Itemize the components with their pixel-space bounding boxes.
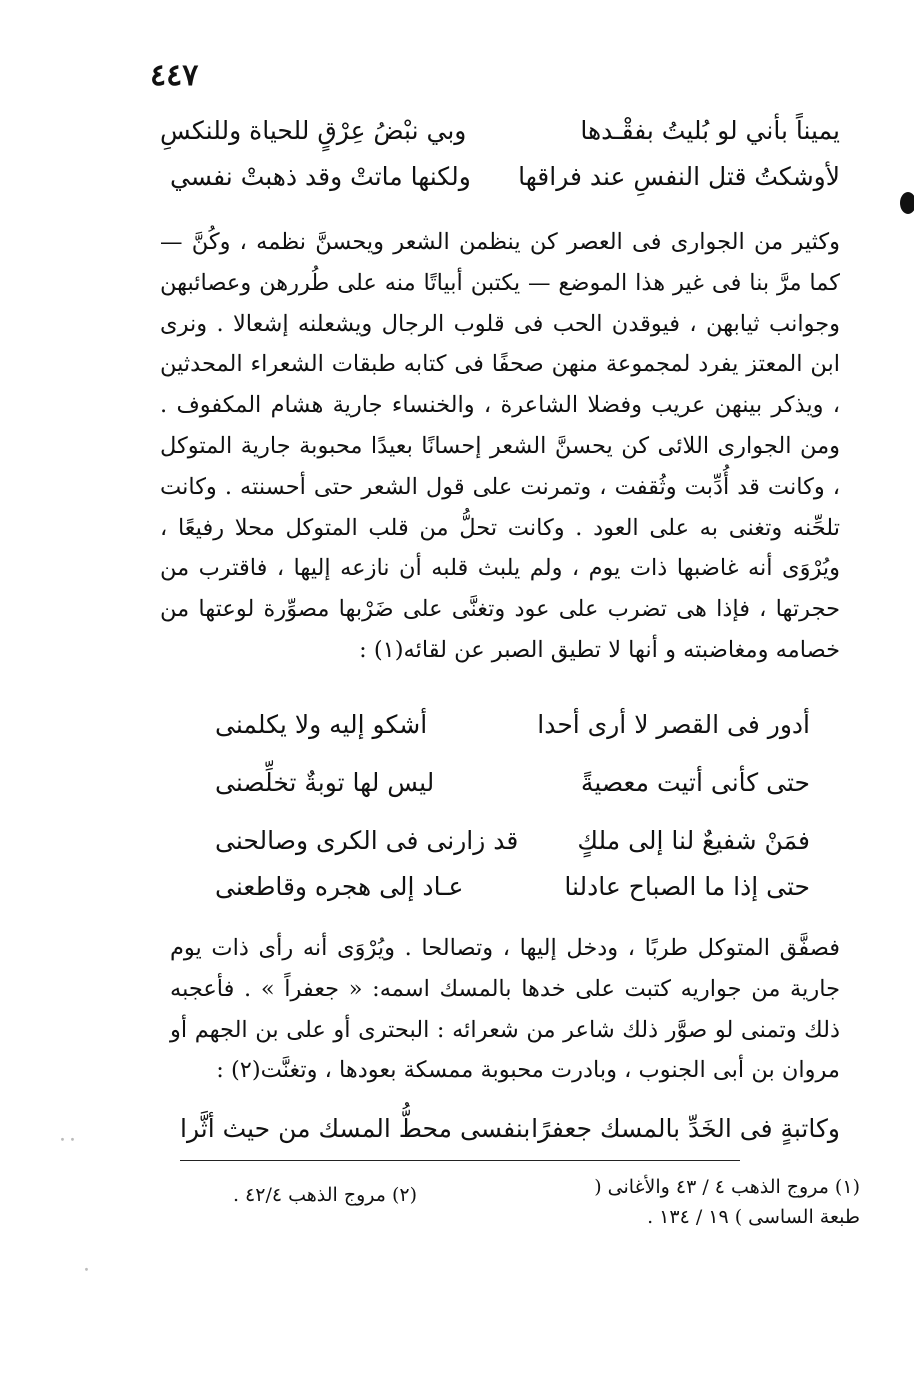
verse-hemistich-right: فمَنْ شفيعٌ لنا إلى ملكٍ xyxy=(577,826,810,855)
verse-hemistich-left: ولكنها ماتتْ وقد ذهبتْ نفسي xyxy=(170,162,471,191)
verse-hemistich-left: وبي نبْضُ عِرْقٍ للحياة وللنكسِ xyxy=(160,116,467,145)
footnote-1: (١) مروج الذهب ٤ / ٤٣ والأغانى ( طبعة الساسى ) ١٩ / ١٣٤ . xyxy=(594,1176,860,1228)
body-paragraph: فصفَّق المتوكل طربًا ، ودخل إليها ، وتصالحا . ويُرْوَى أنه رأى ذات يوم جارية من جواريه كتبت على خدها بالمسك اسمه: « جعفراً » . فأعجبه ذلك وتمنى لو صوَّر ذلك شاعر من شعرائه : البحترى أو على بن الجهم أو مروان بن أبى الجنوب ، وبادرت محبوبة ممسكة بعودها ، وتغنَّت(٢) : xyxy=(170,935,840,1084)
verse-hemistich-left: أشكو إليه ولا يكلمنى xyxy=(215,710,428,739)
verse-line xyxy=(215,770,810,804)
verse-line xyxy=(180,1116,840,1150)
verse-hemistich-right: وكاتبةٍ فى الخَدِّ بالمسك جعفرًا xyxy=(531,1114,840,1143)
verse-line xyxy=(215,828,810,862)
verse-hemistich-right: حتى إذا ما الصباح عادلنا xyxy=(564,872,810,901)
verse-hemistich-left: بنفسى محطُّ المسك من حيث أثَّرا xyxy=(180,1114,531,1143)
body-paragraph: وكثير من الجوارى فى العصر كن ينظمن الشعر ويحسنَّ نظمه ، وكُنَّ — كما مرَّ بنا فى غير هذا الموضع — يكتبن أبياتًا منه على طُررهن وعصائبهن وجوانب ثيابهن ، فيوقدن الحب فى قلوب الرجال ويشعلنه إشعالا . ونرى ابن المعتز يفرد لمجموعة منهن صحفًا فى كتابه طبقات الشعراء المحدثين ، ويذكر بينهن عريب وفضلا الشاعرة ، والخنساء جارية هشام المكفوف . ومن الجوارى اللائى كن يحسنَّ الشعر إحسانًا بعيدًا محبوبة جارية المتوكل ، وكانت قد أُدِّبت وثُقفت ، وتمرنت على قول الشعر حتى أحسنته . وكانت تلحِّنه وتغنى به على العود . وكانت تحلُّ من قلب المتوكل محلا رفيعًا ، ويُرْوَى أنه غاضبها ذات يوم ، ولم يلبث قلبه أن نازعه إليها ، فاقترب من حجرتها ، فإذا هى تضرب على عود وتغنَّى على ضَرْبها مصوِّرة لوعتها من خصامه ومغاضبته و أنها لا تطيق الصبر عن لقائه(١) : xyxy=(160,229,840,663)
page-number: ٤٤٧ xyxy=(150,58,199,93)
footnote-2: (٢) مروج الذهب ٤٢/٤ . xyxy=(232,1184,418,1206)
verse-line xyxy=(215,874,810,908)
verse-hemistich-right: حتى كأنى أتيت معصيةً xyxy=(580,768,810,797)
scan-speck: ꞏ xyxy=(84,1260,89,1279)
verse-hemistich-right: أدور فى القصر لا أرى أحدا xyxy=(537,710,810,739)
verse-hemistich-left: قد زارنى فى الكرى وصالحنى xyxy=(215,826,519,855)
scan-speck: ꞏ ꞏ xyxy=(60,1130,75,1149)
verse-hemistich-left: ليس لها توبةٌ تخلِّصنى xyxy=(215,768,435,797)
verse-line xyxy=(170,164,840,198)
verse-hemistich-right: يميناً بأني لو بُليتُ بفقْـدها xyxy=(580,116,840,145)
footnote-rule xyxy=(180,1160,740,1161)
verse-line xyxy=(160,118,840,152)
verse-line xyxy=(215,712,810,746)
ink-blot xyxy=(900,192,914,214)
verse-hemistich-left: عـاد إلى هجره وقاطعنى xyxy=(215,872,464,901)
verse-hemistich-right: لأوشكتُ قتل النفسِ عند فراقها xyxy=(518,162,840,191)
